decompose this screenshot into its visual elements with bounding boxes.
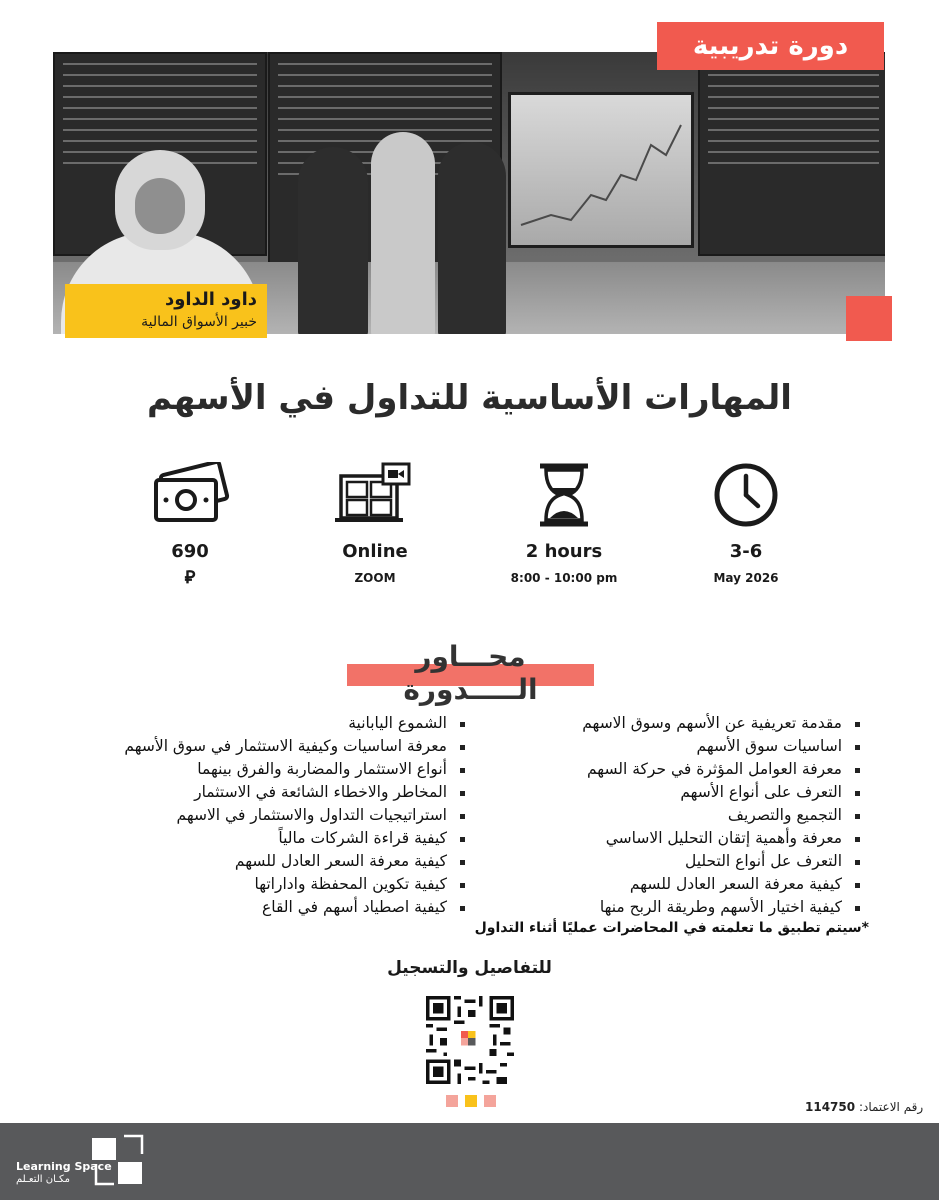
list-item: اساسيات سوق الأسهم bbox=[504, 735, 864, 758]
accreditation bbox=[805, 1100, 923, 1114]
course-title: المهارات الأساسية للتداول في الأسهم bbox=[147, 378, 792, 418]
course-type-badge: دورة تدريبية bbox=[657, 22, 884, 70]
list-item: الشموع اليابانية bbox=[49, 712, 469, 735]
trader-figure bbox=[298, 147, 368, 334]
riyal-symbol: ⃁ bbox=[184, 567, 196, 588]
decorative-dots bbox=[446, 1095, 496, 1107]
stock-board-right bbox=[698, 52, 885, 256]
date-month: May 2026 bbox=[713, 571, 779, 585]
registration-qr-code[interactable] bbox=[426, 996, 514, 1084]
list-item: استراتيجيات التداول والاستثمار في الاسهم bbox=[49, 804, 469, 827]
mode-value: Online bbox=[342, 541, 408, 562]
list-item: معرفة وأهمية إتقان التحليل الاساسي bbox=[504, 827, 864, 850]
instructor-face bbox=[135, 178, 185, 234]
list-item: كيفية معرفة السعر العادل للسهم bbox=[49, 850, 469, 873]
mode-info bbox=[295, 462, 455, 586]
practice-note: *سيتم تطبيق ما تعلمته في المحاضرات عمليًا أثناء التداول bbox=[474, 920, 869, 936]
registration-heading: للتفاصيل والتسجيل bbox=[387, 958, 552, 978]
market-chart-screen bbox=[508, 92, 694, 248]
list-item: كيفية معرفة السعر العادل للسهم bbox=[504, 873, 864, 896]
accreditation-label: رقم الاعتماد: bbox=[858, 1100, 924, 1114]
duration-value: 2 hours bbox=[525, 541, 603, 562]
list-item: مقدمة تعريفية عن الأسهم وسوق الاسهم bbox=[504, 712, 864, 735]
instructor-title: خبير الأسواق المالية bbox=[141, 314, 257, 330]
list-item: التعرف على أنواع الأسهم bbox=[504, 781, 864, 804]
list-item: كيفية تكوين المحفظة واداراتها bbox=[49, 873, 469, 896]
duration-time: 8:00 - 10:00 pm bbox=[510, 571, 618, 585]
dot-pink bbox=[446, 1095, 458, 1107]
price-value: 690 bbox=[171, 541, 209, 562]
brand-name-ar: مكـان التعـلم bbox=[16, 1174, 70, 1185]
course-axes-heading: محـــاور الـــــدورة bbox=[403, 640, 538, 706]
accreditation-number: 114750 bbox=[805, 1100, 856, 1114]
date-value: 3-6 bbox=[729, 541, 763, 562]
list-item: التعرف عل أنواع التحليل bbox=[504, 850, 864, 873]
trader-figure bbox=[371, 132, 435, 334]
topics-list-left bbox=[49, 712, 469, 919]
trader-figure bbox=[438, 142, 506, 334]
price-info bbox=[110, 462, 270, 586]
decorative-corner bbox=[846, 296, 892, 341]
clock-icon bbox=[706, 462, 786, 528]
dot-pink bbox=[484, 1095, 496, 1107]
topics-list-right bbox=[504, 712, 864, 919]
list-item: أنواع الاستثمار والمضاربة والفرق بينهما bbox=[49, 758, 469, 781]
money-icon bbox=[150, 462, 230, 528]
list-item: كيفية قراءة الشركات مالياً bbox=[49, 827, 469, 850]
instructor-name: داود الداود bbox=[164, 289, 257, 310]
list-item: كيفية اختيار الأسهم وطريقة الربح منها bbox=[504, 896, 864, 919]
video-conference-icon bbox=[335, 462, 415, 528]
date-info bbox=[666, 462, 826, 586]
instructor-card bbox=[65, 284, 267, 338]
brand-name-en: Learning Space bbox=[16, 1160, 112, 1173]
mode-platform: ZOOM bbox=[354, 571, 396, 585]
list-item: المخاطر والاخطاء الشائعة في الاستثمار bbox=[49, 781, 469, 804]
list-item: معرفة العوامل المؤثرة في حركة السهم bbox=[504, 758, 864, 781]
hourglass-icon bbox=[524, 462, 604, 528]
dot-yellow bbox=[465, 1095, 477, 1107]
list-item: التجميع والتصريف bbox=[504, 804, 864, 827]
list-item: كيفية اصطياد أسهم في القاع bbox=[49, 896, 469, 919]
list-item: معرفة اساسيات وكيفية الاستثمار في سوق الأسهم bbox=[49, 735, 469, 758]
duration-info bbox=[484, 462, 644, 586]
